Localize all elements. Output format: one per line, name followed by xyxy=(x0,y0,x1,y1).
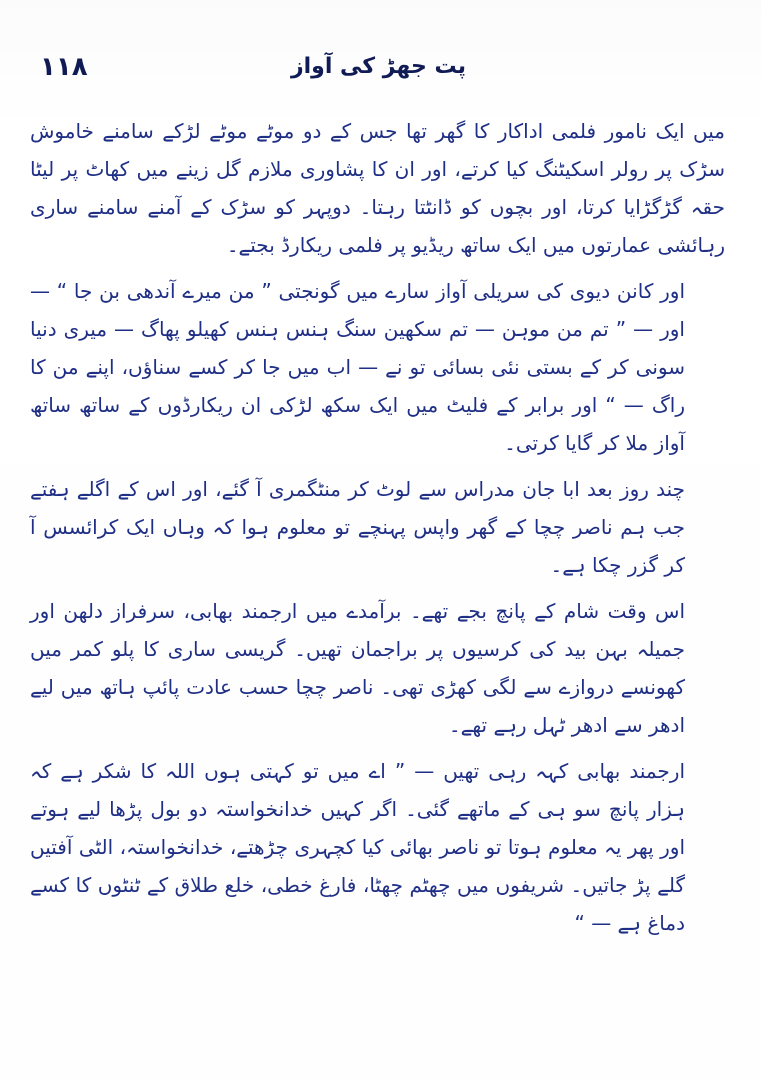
body-text xyxy=(30,112,725,942)
paragraph-1: میں ایک نامور فلمی اداکار کا گھر تھا جس کے دو موٹے موٹے لڑکے سامنے خاموش سڑک پر رولر اسکیٹنگ کیا کرتے، اور ان کا پشاوری ملازم گل زینے میں کھاٹ پر لیٹا حقہ گڑگڑایا کرتا، اور بچوں کو ڈانٹتا رہتا۔ دوپہر کو سڑک کے آمنے سامنے ساری رہائشی عمارتوں میں ایک ساتھ ریڈیو پر فلمی ریکارڈ بجتے۔ xyxy=(30,119,725,257)
paragraph-2: اور کانن دیوی کی سریلی آواز سارے میں گونجتی ” من میرے آندھی بن جا “ — اور — ” تم من موہن — تم سکھین سنگ ہنس ہنس کھیلو پھاگ — میری دنیا سونی کر کے بستی نئی بسائی تو نے — اب میں جا کر کسے سناؤں، اپنے من کا راگ — “ اور برابر کے فلیٹ میں ایک سکھ لڑکی ان ریکارڈوں کے ساتھ ساتھ آواز ملا کر گایا کرتی۔ xyxy=(30,279,685,455)
paragraph-5: ارجمند بھابی کہہ رہی تھیں — ” اے میں تو کہتی ہوں اللہ کا شکر ہے کہ ہزار پانچ سو ہی کے ماتھے گئی۔ اگر کہیں خدانخواستہ دو بول پڑھا لیے ہوتے اور پھر یہ معلوم ہوتا تو ناصر بھائی کیا کچہری چڑھتے، خدانخواستہ، الٹی آفتیں گلے پڑ جاتیں۔ شریفوں میں چھٹم چھٹا، فارغ خطی، خلع طلاق کے ٹنٹوں کا کسے دماغ ہے — “ xyxy=(30,759,685,935)
running-title: پت جھڑ کی آواز xyxy=(290,54,467,79)
page-number: ۱۱۸ xyxy=(40,52,88,82)
page-header xyxy=(40,52,717,92)
paragraph-4: اس وقت شام کے پانچ بجے تھے۔ برآمدے میں ارجمند بھابی، سرفراز دلھن اور جمیلہ بہن بید کی کرسیوں پر براجمان تھیں۔ گریسی ساری کا پلو کمر میں کھونسے دروازے سے لگی کھڑی تھی۔ ناصر چچا حسب عادت پائپ ہاتھ میں لیے ادھر سے ادھر ٹہل رہے تھے۔ xyxy=(30,599,685,737)
paragraph-3: چند روز بعد ابا جان مدراس سے لوٹ کر منٹگمری آ گئے، اور اس کے اگلے ہفتے جب ہم ناصر چچا کے گھر واپس پہنچے تو معلوم ہوا کہ وہاں ایک کرائسس آ کر گزر چکا ہے۔ xyxy=(30,477,685,577)
